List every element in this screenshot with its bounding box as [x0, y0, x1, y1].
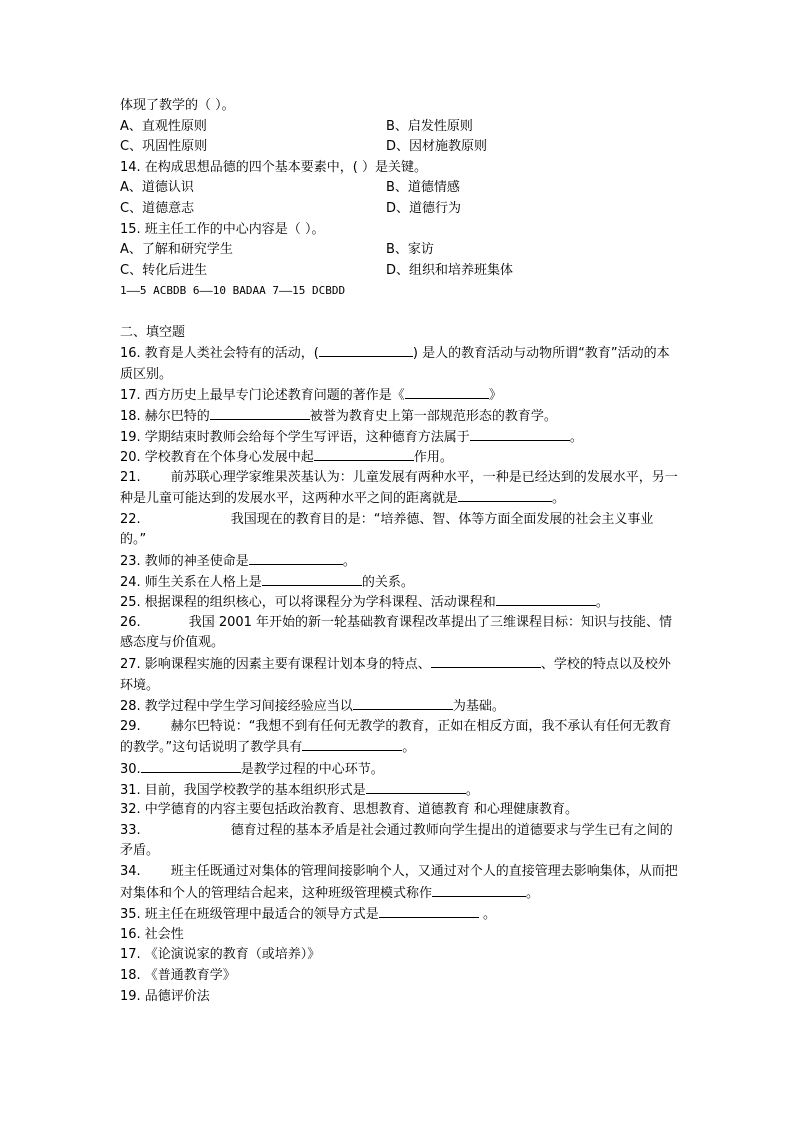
q30: [120, 759, 678, 780]
option-d: D、因材施教原则: [386, 139, 488, 155]
answer-blank: [405, 385, 489, 399]
q13-options-row-1: [120, 117, 678, 138]
option-b: B、道德情感: [386, 180, 460, 196]
answer-blank: [458, 488, 552, 502]
q17-text-end: 》: [488, 388, 502, 404]
q30-number: 30.: [120, 762, 141, 777]
q34-text: 班主任既通过对集体的管理间接影响个人，又通过对个人的直接管理去影响集体，从而把对集体和个人的管理结合起来，这种班级管理模式称作: [120, 863, 678, 901]
q32: 32. 中学德育的内容主要包括政治教育、思想教育、道德教育 和心理健康教育。: [120, 802, 578, 818]
option-a: A、直观性原则: [120, 118, 207, 134]
option-d: D、组织和培养班集体: [386, 262, 514, 278]
q29-text-end: 。: [402, 740, 416, 756]
option-a: A、了解和研究学生: [120, 242, 233, 258]
q28-text: 28. 教学过程中学生学习间接经验应当以: [120, 699, 353, 715]
q16-text-end: ) 是人的教育活动与动物所谓“教育”活动的本质区别。: [120, 346, 670, 382]
answer-blank: [314, 447, 414, 461]
q25-text-end: 。: [595, 595, 609, 611]
answer-blank: [210, 406, 310, 420]
q20: [120, 447, 678, 468]
answer-blank: [366, 780, 466, 794]
q17-text: 17. 西方历史上最早专门论述教育问题的著作是《: [120, 388, 405, 404]
q27: [120, 654, 678, 696]
option-d: D、道德行为: [386, 200, 462, 216]
spacer: [120, 302, 678, 323]
q26-text: 我国 2001 年开始的新一轮基础教育课程改革提出了三维课程目标：知识与技能、情感态度与价值观。: [120, 614, 673, 651]
q30-text-end: 是教学过程的中心环节。: [240, 762, 384, 777]
q33-text: 德育过程的基本矛盾是社会通过教师向学生提出的道德要求与学生已有之间的矛盾。: [120, 822, 673, 859]
q13-options-row-2: [120, 137, 678, 158]
fill-answer: 17. 《论演说家的教育（或培养）》: [120, 947, 321, 963]
q16-text: 16. 教育是人类社会特有的活动，(: [120, 346, 319, 362]
q20-text: 20. 学校教育在个体身心发展中起: [120, 450, 314, 466]
q23: [120, 551, 678, 572]
answer-blank: [353, 696, 453, 710]
q23-text-end: 。: [342, 554, 356, 570]
q19-text-end: 。: [569, 429, 583, 445]
q18-text-end: 被誉为教育史上第一部规范形态的教育学。: [309, 408, 557, 424]
option-a: A、道德认识: [120, 180, 194, 196]
answer-blank: [262, 572, 362, 586]
q22-number: 22.: [120, 511, 141, 527]
document-content: [120, 96, 678, 1007]
option-c: C、转化后进生: [120, 262, 208, 278]
q25-text: 25. 根据课程的组织核心，可以将课程分为学科课程、活动课程和: [120, 595, 496, 611]
q24-text: 24. 师生关系在人格上是: [120, 574, 262, 590]
q19: [120, 427, 678, 448]
q13-tail: 体现了教学的（ ）。: [120, 98, 235, 113]
q33-number: 33.: [120, 822, 141, 838]
q15: 15. 班主任工作的中心内容是（ ）。: [120, 221, 325, 237]
q14-options-row-2: [120, 199, 678, 220]
option-c: C、道德意志: [120, 200, 195, 216]
q34: [120, 862, 678, 904]
q21-text-end: 。: [552, 491, 566, 507]
answer-blank: [302, 737, 402, 751]
answer-blank: [431, 654, 541, 668]
q26-number: 26.: [120, 614, 141, 630]
q19-text: 19. 学期结束时教师会给每个学生写评语，这种德育方法属于: [120, 429, 470, 445]
q28-text-end: 为基础。: [452, 699, 505, 715]
q14-options-row-1: [120, 178, 678, 199]
q21-text: 前苏联心理学家维果茨基认为：儿童发展有两种水平，一种是已经达到的发展水平，另一种是儿童可能达到的发展水平，这两种水平之间的距离就是: [120, 469, 678, 507]
q35-text: 35. 班主任在班级管理中最适合的领导方式是: [120, 907, 379, 923]
answer-blank: [496, 592, 596, 606]
q25: [120, 592, 678, 613]
q29: [120, 717, 678, 759]
mc-answer-key: 1——5 ACBDB 6——10 BADAA 7——15 DCBDD: [120, 284, 346, 298]
q27-text: 27. 影响课程实施的因素主要有课程计划本身的特点、: [120, 657, 431, 673]
q22-text: 我国现在的教育目的是：“培养德、智、体等方面全面发展的社会主义事业的。”: [120, 511, 654, 548]
q26: [120, 613, 678, 654]
q31-text: 31. 目前，我国学校教学的基本组织形式是: [120, 782, 366, 798]
answer-blank: [432, 883, 526, 897]
q18: [120, 406, 678, 427]
q16: [120, 343, 678, 385]
q14: 14. 在构成思想品德的四个基本要素中，( ）是关键。: [120, 159, 428, 175]
q34-text-end: 。: [526, 885, 540, 901]
q23-text: 23. 教师的神圣使命是: [120, 554, 249, 570]
q31: [120, 780, 678, 801]
q33: [120, 821, 678, 862]
q18-text: 18. 赫尔巴特的: [120, 408, 210, 424]
section-title: 二、填空题: [120, 324, 186, 340]
q31-text-end: 。: [465, 782, 479, 798]
q22: [120, 510, 678, 551]
q20-text-end: 作用。: [413, 450, 453, 466]
answer-blank: [249, 551, 343, 565]
q21-number: 21.: [120, 469, 141, 485]
option-b: B、启发性原则: [386, 118, 473, 134]
answer-blank: [141, 759, 241, 773]
q21: [120, 468, 678, 510]
q35-text-end: 。: [478, 907, 496, 923]
q27-text-end: 、学校的特点以及校外环境。: [120, 657, 671, 693]
q24-text-end: 的关系。: [361, 574, 414, 590]
answer-blank: [470, 427, 570, 441]
q24: [120, 572, 678, 593]
q28: [120, 696, 678, 717]
option-c: C、巩固性原则: [120, 139, 208, 155]
q15-options-row-2: [120, 261, 678, 282]
fill-answer: 16. 社会性: [120, 926, 184, 942]
q29-number: 29.: [120, 718, 141, 734]
q17: [120, 385, 678, 406]
answer-blank: [319, 343, 413, 357]
option-b: B、家访: [386, 242, 434, 258]
q15-options-row-1: [120, 240, 678, 261]
q35: [120, 904, 678, 925]
q34-number: 34.: [120, 863, 141, 879]
fill-answer: 19. 品德评价法: [120, 988, 210, 1004]
q29-text: 赫尔巴特说：“我想不到有任何无教学的教育，正如在相反方面，我不承认有任何无教育的教学。”这句话说明了教学具有: [120, 718, 672, 756]
answer-blank: [379, 904, 479, 918]
fill-answer: 18. 《普通教育学》: [120, 967, 236, 983]
